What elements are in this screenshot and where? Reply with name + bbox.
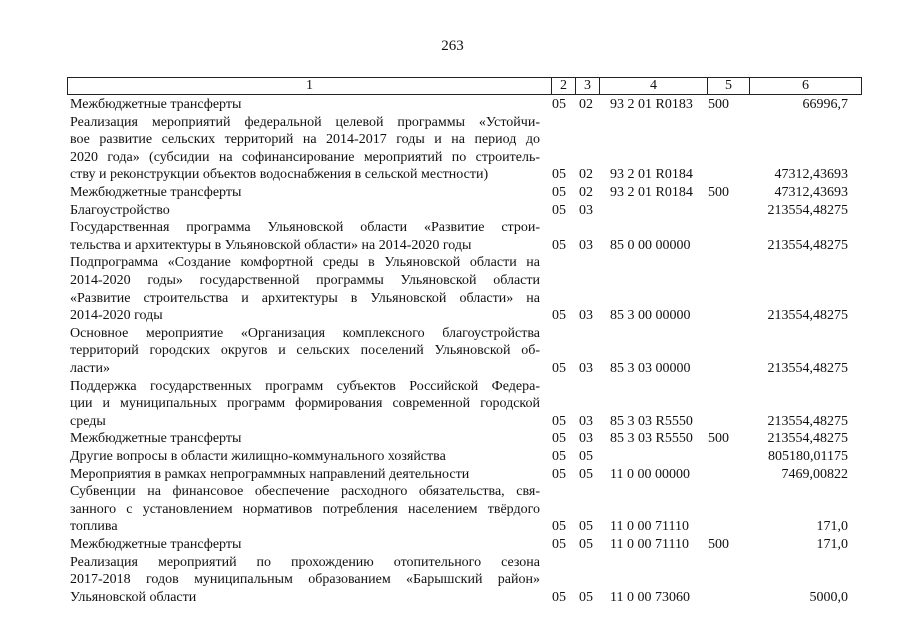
col-target-article: 11 0 00 71110: [610, 519, 689, 535]
col-subsection: 05: [579, 449, 593, 464]
col-section: 05: [552, 519, 566, 535]
col-section: 05: [552, 537, 566, 552]
table-row: [70, 202, 848, 220]
col-amount: 213554,48275: [767, 202, 848, 218]
col-section: 05: [552, 202, 566, 218]
col-subsection: 03: [579, 413, 593, 429]
col-amount: 213554,48275: [767, 308, 848, 324]
description-line: Ульяновской области: [70, 589, 197, 605]
col-target-article: 85 3 03 R5550: [610, 413, 693, 429]
col-section: 05: [552, 237, 566, 253]
header-col-4: 4: [600, 78, 708, 94]
col-target-article: 93 2 01 R0183: [610, 97, 693, 112]
col-subsection: 03: [579, 237, 593, 253]
col-section: 05: [552, 97, 566, 112]
col-section: 05: [552, 466, 566, 482]
col-amount: 5000,0: [809, 589, 848, 605]
description-line: занного с установлением нормативов потребления населением твёрдого: [70, 501, 540, 517]
description-line: ласти»: [70, 360, 111, 376]
description-line: 2017-2018 годов муниципальным образованием «Барышский район»: [70, 572, 540, 588]
description-line: Другие вопросы в области жилищно-коммунального хозяйства: [70, 449, 446, 464]
table-row: [70, 184, 848, 202]
description-line: Межбюджетные трансферты: [70, 97, 242, 112]
description-line: 2020 года» (субсидии на софинансирование мероприятий по строитель-: [70, 149, 540, 165]
row-description: [70, 184, 540, 202]
description-line: Субвенции на финансовое обеспечение расходного обязательства, свя-: [70, 484, 540, 500]
row-description: [70, 202, 540, 220]
col-section: 05: [552, 308, 566, 324]
description-line: 2014-2020 годы: [70, 308, 163, 324]
description-line: 2014-2020 годы» государственной программы Ульяновской области: [70, 272, 540, 288]
header-col-1: 1: [68, 78, 552, 94]
col-subsection: 03: [579, 360, 593, 376]
description-line: Реализация мероприятий по прохождению отопительного сезона: [70, 554, 540, 570]
col-target-article: 85 3 03 00000: [610, 360, 691, 376]
col-subsection: 05: [579, 537, 593, 552]
table-header: [67, 77, 862, 95]
col-target-article: 93 2 01 R0184: [610, 167, 693, 183]
col-section: 05: [552, 413, 566, 429]
description-line: Государственная программа Ульяновской области «Развитие строи-: [70, 220, 540, 236]
col-amount: 47312,43693: [774, 167, 848, 183]
table-row: [70, 254, 848, 324]
col-target-article: 85 3 03 R5550: [610, 431, 693, 447]
col-expense-type: 500: [708, 185, 729, 200]
table-row: [70, 466, 848, 484]
description-line: тельства и архитектуры в Ульяновской области» на 2014-2020 годы: [70, 237, 472, 253]
row-description: [70, 325, 540, 378]
col-section: 05: [552, 589, 566, 605]
row-description: [70, 554, 540, 607]
description-line: Межбюджетные трансферты: [70, 537, 242, 552]
col-amount: 171,0: [816, 519, 848, 535]
header-col-6: 6: [802, 78, 809, 93]
header-col-3: 3: [576, 78, 600, 94]
col-target-article: 85 0 00 00000: [610, 237, 691, 253]
row-description: [70, 536, 540, 554]
col-subsection: 05: [579, 589, 593, 605]
col-target-article: 11 0 00 73060: [610, 589, 690, 605]
table-row: [70, 114, 848, 184]
description-line: Межбюджетные трансферты: [70, 431, 242, 447]
description-line: Поддержка государственных программ субъектов Российской Федера-: [70, 378, 540, 394]
description-line: топлива: [70, 519, 118, 535]
description-line: вое развитие сельских территорий на 2014-2017 годы и на период до: [70, 132, 540, 148]
col-subsection: 02: [579, 185, 593, 200]
col-expense-type: 500: [708, 97, 729, 112]
col-amount: 66996,7: [802, 97, 848, 112]
row-description: [70, 96, 540, 114]
table-row: [70, 554, 848, 607]
row-description: [70, 448, 540, 466]
col-target-article: 85 3 00 00000: [610, 308, 691, 324]
col-section: 05: [552, 360, 566, 376]
col-subsection: 03: [579, 202, 593, 218]
table-row: [70, 325, 848, 378]
description-line: Межбюджетные трансферты: [70, 185, 242, 200]
description-line: ции и муниципальных программ формирования современной городской: [70, 396, 540, 412]
description-line: Мероприятия в рамках непрограммных направлений деятельности: [70, 466, 470, 482]
header-col-2: 2: [552, 78, 576, 94]
col-target-article: 11 0 00 00000: [610, 466, 690, 482]
col-target-article: 11 0 00 71110: [610, 537, 689, 552]
table-row: [70, 483, 848, 536]
row-description: [70, 483, 540, 536]
row-description: [70, 114, 540, 184]
description-line: Реализация мероприятий федеральной целевой программы «Устойчи-: [70, 114, 540, 130]
row-description: [70, 466, 540, 484]
col-section: 05: [552, 431, 566, 447]
table-row: [70, 219, 848, 254]
col-amount: 213554,48275: [767, 360, 848, 376]
col-amount: 805180,01175: [768, 449, 848, 464]
col-expense-type: 500: [708, 537, 729, 552]
description-line: ству и реконструкции объектов водоснабжения в сельской местности): [70, 167, 489, 183]
row-description: [70, 254, 540, 324]
col-amount: 213554,48275: [767, 431, 848, 447]
header-col-5: 5: [708, 78, 750, 94]
col-amount: 47312,43693: [774, 185, 848, 200]
col-subsection: 02: [579, 97, 593, 112]
description-line: Благоустройство: [70, 202, 170, 218]
table-row: [70, 378, 848, 431]
col-amount: 213554,48275: [767, 413, 848, 429]
col-subsection: 05: [579, 466, 593, 482]
table-row: [70, 536, 848, 554]
col-subsection: 02: [579, 167, 593, 183]
row-description: [70, 378, 540, 431]
col-subsection: 03: [579, 431, 593, 447]
col-section: 05: [552, 185, 566, 200]
col-section: 05: [552, 449, 566, 464]
col-amount: 171,0: [816, 537, 848, 552]
col-amount: 213554,48275: [767, 237, 848, 253]
col-subsection: 03: [579, 308, 593, 324]
table-row: [70, 430, 848, 448]
description-line: Подпрограмма «Создание комфортной среды в Ульяновской области на: [70, 255, 540, 271]
description-line: «Развитие строительства и архитектуры в Ульяновской области» на: [70, 290, 540, 306]
description-line: среды: [70, 413, 106, 429]
col-expense-type: 500: [708, 431, 729, 447]
description-line: Основное мероприятие «Организация комплексного благоустройства: [70, 325, 540, 341]
col-section: 05: [552, 167, 566, 183]
col-amount: 7469,00822: [781, 466, 848, 482]
col-subsection: 05: [579, 519, 593, 535]
row-description: [70, 430, 540, 448]
table-row: [70, 448, 848, 466]
row-description: [70, 219, 540, 254]
description-line: территорий городских округов и сельских поселений Ульяновской об-: [70, 343, 540, 359]
table-row: [70, 96, 848, 114]
page-number: 263: [441, 38, 464, 54]
col-target-article: 93 2 01 R0184: [610, 185, 693, 200]
